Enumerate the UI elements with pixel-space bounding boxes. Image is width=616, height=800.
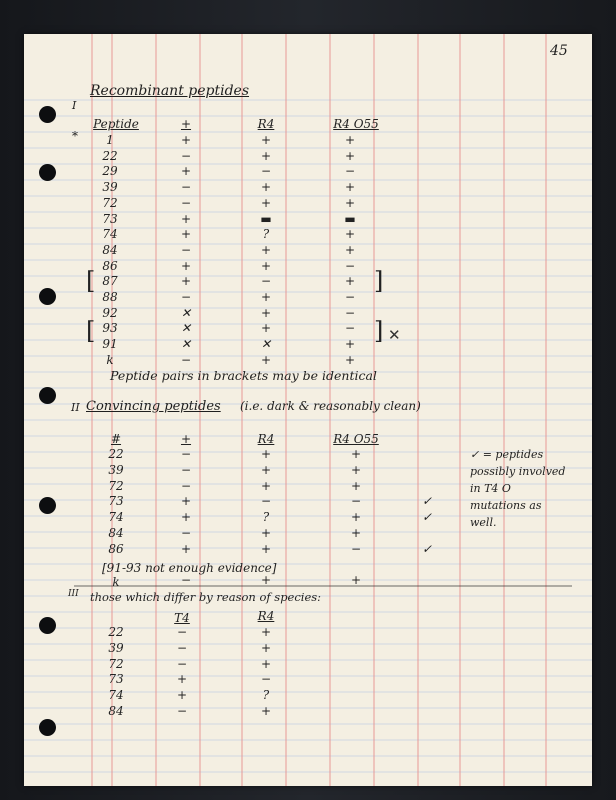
s2-cell-r4o55: +: [350, 478, 362, 493]
s1-cell-peptide: 84: [102, 242, 118, 257]
s1-cell-peptide: 74: [102, 227, 118, 242]
s2-cell-plus: −: [180, 526, 192, 540]
s1-cell-r4o55: −: [344, 258, 356, 273]
binder-hole: [39, 164, 56, 181]
bracket-right-87-88: ]: [374, 267, 384, 295]
s2-cell-plus: +: [180, 510, 192, 525]
s2-cell-check: ✓: [421, 541, 433, 556]
s1-cell-r4o55: +: [344, 227, 356, 242]
s3-cell-peptide: 73: [108, 672, 124, 687]
s2-cell-r4: +: [260, 447, 272, 461]
s1-cell-peptide: 88: [102, 290, 118, 304]
star-mark: *: [72, 129, 78, 143]
s1-cell-peptide: 86: [102, 258, 118, 273]
s1-cell-peptide: 29: [102, 164, 118, 179]
s1-cell-r4: +: [260, 305, 272, 320]
s1-cell-r4o55: ▬: [344, 211, 356, 226]
s1-cell-r4: +: [260, 258, 272, 273]
s1-cell-r4: ?: [262, 227, 270, 242]
cross-mark: ✕: [388, 326, 401, 344]
s2-cell-peptide: 86: [108, 541, 124, 556]
s1-cell-r4: +: [260, 180, 272, 195]
s1-cell-r4: +: [260, 321, 272, 336]
s2-cell-check: ✓: [421, 494, 433, 509]
s1-cell-r4o55: +: [344, 352, 356, 367]
s3-header-t4: T4: [174, 611, 190, 625]
s3-cell-r4: −: [260, 672, 272, 687]
binder-hole: [39, 497, 56, 514]
s1-cell-plus: −: [180, 242, 192, 257]
bracket-right-93-91: ]: [374, 317, 384, 345]
s3-cell-peptide: 72: [108, 656, 124, 671]
s1-cell-plus: ✕: [180, 305, 192, 320]
s1-header-r4o55: R4 O55: [333, 117, 379, 131]
s2-cell-r4o55: −: [350, 494, 362, 509]
s1-cell-plus: −: [180, 180, 192, 195]
s1-cell-r4: −: [260, 274, 272, 289]
s2-cell-plus: −: [180, 447, 192, 461]
s1-cell-r4: +: [260, 195, 272, 210]
s1-cell-r4: +: [260, 352, 272, 367]
section2-side-note: ✓ = peptides possibly involved in T4 O mutations as well.: [470, 448, 566, 529]
s2-cell-peptide: 74: [108, 510, 124, 525]
s3-cell-peptide: 74: [108, 688, 124, 703]
s1-cell-plus: −: [180, 148, 192, 163]
s2-cell-r4o55: +: [350, 447, 362, 461]
s2-cell-r4: ?: [262, 510, 270, 525]
s3-cell-r4: ?: [262, 688, 270, 703]
s3-cell-r4: +: [260, 640, 272, 655]
s1-cell-peptide: 1: [106, 133, 114, 147]
s3-cell-r4: +: [260, 704, 272, 718]
s2-k-plus: −: [180, 573, 192, 587]
section3-title: those which differ by reason of species:: [90, 590, 322, 604]
s1-header-peptide: Peptide: [93, 117, 139, 131]
s1-cell-r4o55: −: [344, 164, 356, 179]
s2-header-r4: R4: [257, 432, 275, 446]
s2-cell-check: ✓: [421, 510, 433, 525]
section2-title: Convincing peptides: [86, 399, 221, 414]
s1-cell-r4o55: −: [344, 290, 356, 304]
s1-cell-plus: ✕: [180, 337, 192, 352]
section1-title: Recombinant peptides: [90, 83, 250, 99]
s1-cell-r4o55: +: [344, 242, 356, 257]
section2-subtitle: (i.e. dark & reasonably clean): [240, 399, 421, 413]
s3-cell-t4: +: [176, 688, 188, 703]
s2-cell-r4o55: +: [350, 526, 362, 540]
s2-cell-plus: −: [180, 478, 192, 493]
s1-cell-peptide: 91: [102, 337, 118, 352]
bracket-left-93-91: [: [86, 317, 96, 345]
s1-cell-r4o55: +: [344, 148, 356, 163]
s3-cell-peptide: 22: [108, 625, 124, 639]
s1-cell-r4o55: −: [344, 305, 356, 320]
s3-cell-r4: +: [260, 625, 272, 639]
section3-numeral: III: [68, 589, 79, 599]
page-number: 45: [550, 43, 568, 59]
s2-cell-plus: +: [180, 541, 192, 556]
s3-cell-t4: +: [176, 672, 188, 687]
s2-cell-peptide: 22: [108, 447, 124, 461]
binder-hole: [39, 106, 56, 123]
s2-cell-plus: −: [180, 462, 192, 477]
s1-cell-r4o55: +: [344, 133, 356, 147]
s3-cell-t4: −: [176, 640, 188, 655]
s3-cell-r4: +: [260, 656, 272, 671]
s2-cell-r4: +: [260, 478, 272, 493]
s1-header-r4: R4: [257, 117, 275, 131]
s2-cell-peptide: 84: [108, 526, 124, 540]
section1-numeral: I: [72, 99, 77, 112]
s1-cell-r4o55: +: [344, 337, 356, 352]
s2-cell-r4: +: [260, 462, 272, 477]
s1-cell-peptide: 73: [102, 211, 118, 226]
s1-cell-plus: ✕: [180, 321, 192, 336]
s1-cell-r4: ▬: [260, 211, 272, 226]
s2-cell-r4: −: [260, 494, 272, 509]
s3-cell-t4: −: [176, 704, 188, 718]
s3-cell-peptide: 84: [108, 704, 124, 718]
s1-cell-peptide: 87: [102, 274, 118, 289]
s1-cell-peptide: 39: [102, 180, 118, 195]
s2-k-r4o55: +: [350, 573, 362, 587]
s2-cell-peptide: 73: [108, 494, 124, 509]
s2-cell-r4: +: [260, 526, 272, 540]
binder-hole: [39, 387, 56, 404]
s2-header-hash: #: [110, 432, 122, 446]
binder-hole: [39, 288, 56, 305]
s2-cell-r4o55: +: [350, 462, 362, 477]
s2-cell-r4o55: +: [350, 510, 362, 525]
s2-cell-r4o55: −: [350, 541, 362, 556]
s3-header-r4: R4: [257, 609, 275, 623]
s3-cell-peptide: 39: [108, 640, 124, 655]
s2-cell-plus: +: [180, 494, 192, 509]
section2-bracket-note: [91-93 not enough evidence]: [102, 561, 277, 575]
s1-cell-plus: −: [180, 352, 192, 367]
s1-cell-r4: +: [260, 242, 272, 257]
s2-cell-peptide: 72: [108, 478, 124, 493]
s1-cell-r4o55: +: [344, 195, 356, 210]
bracket-left-87-88: [: [86, 267, 96, 295]
s2-k-peptide: k: [112, 575, 120, 589]
binder-hole: [39, 617, 56, 634]
s2-cell-peptide: 39: [108, 462, 124, 477]
s2-header-r4o55: R4 O55: [333, 432, 379, 446]
s1-cell-r4: +: [260, 133, 272, 147]
notebook-page: [24, 34, 592, 786]
s1-cell-r4: +: [260, 290, 272, 304]
s2-cell-r4: +: [260, 541, 272, 556]
s2-header-plus: +: [180, 432, 192, 446]
s1-cell-plus: +: [180, 211, 192, 226]
s1-cell-r4: +: [260, 148, 272, 163]
s1-cell-r4: −: [260, 164, 272, 179]
s1-cell-r4o55: +: [344, 180, 356, 195]
binder-hole: [39, 719, 56, 736]
s1-cell-peptide: 92: [102, 305, 118, 320]
s1-cell-r4: ✕: [260, 337, 272, 352]
section1-note: Peptide pairs in brackets may be identical: [110, 368, 377, 383]
s1-cell-peptide: 93: [102, 321, 118, 336]
s1-cell-plus: +: [180, 133, 192, 147]
s1-cell-plus: +: [180, 258, 192, 273]
s1-cell-plus: −: [180, 195, 192, 210]
s1-cell-r4o55: +: [344, 274, 356, 289]
s2-k-r4: +: [260, 573, 272, 587]
s1-cell-peptide: 22: [102, 148, 118, 163]
s1-cell-peptide: 72: [102, 195, 118, 210]
s1-cell-peptide: k: [106, 352, 114, 367]
s3-cell-t4: −: [176, 656, 188, 671]
section2-numeral: II: [71, 401, 80, 414]
s1-cell-plus: +: [180, 164, 192, 179]
s3-cell-t4: −: [176, 625, 188, 639]
s1-cell-plus: +: [180, 227, 192, 242]
s1-cell-plus: +: [180, 274, 192, 289]
s1-header-plus: +: [180, 117, 192, 131]
s1-cell-plus: −: [180, 290, 192, 304]
s1-cell-r4o55: −: [344, 321, 356, 336]
